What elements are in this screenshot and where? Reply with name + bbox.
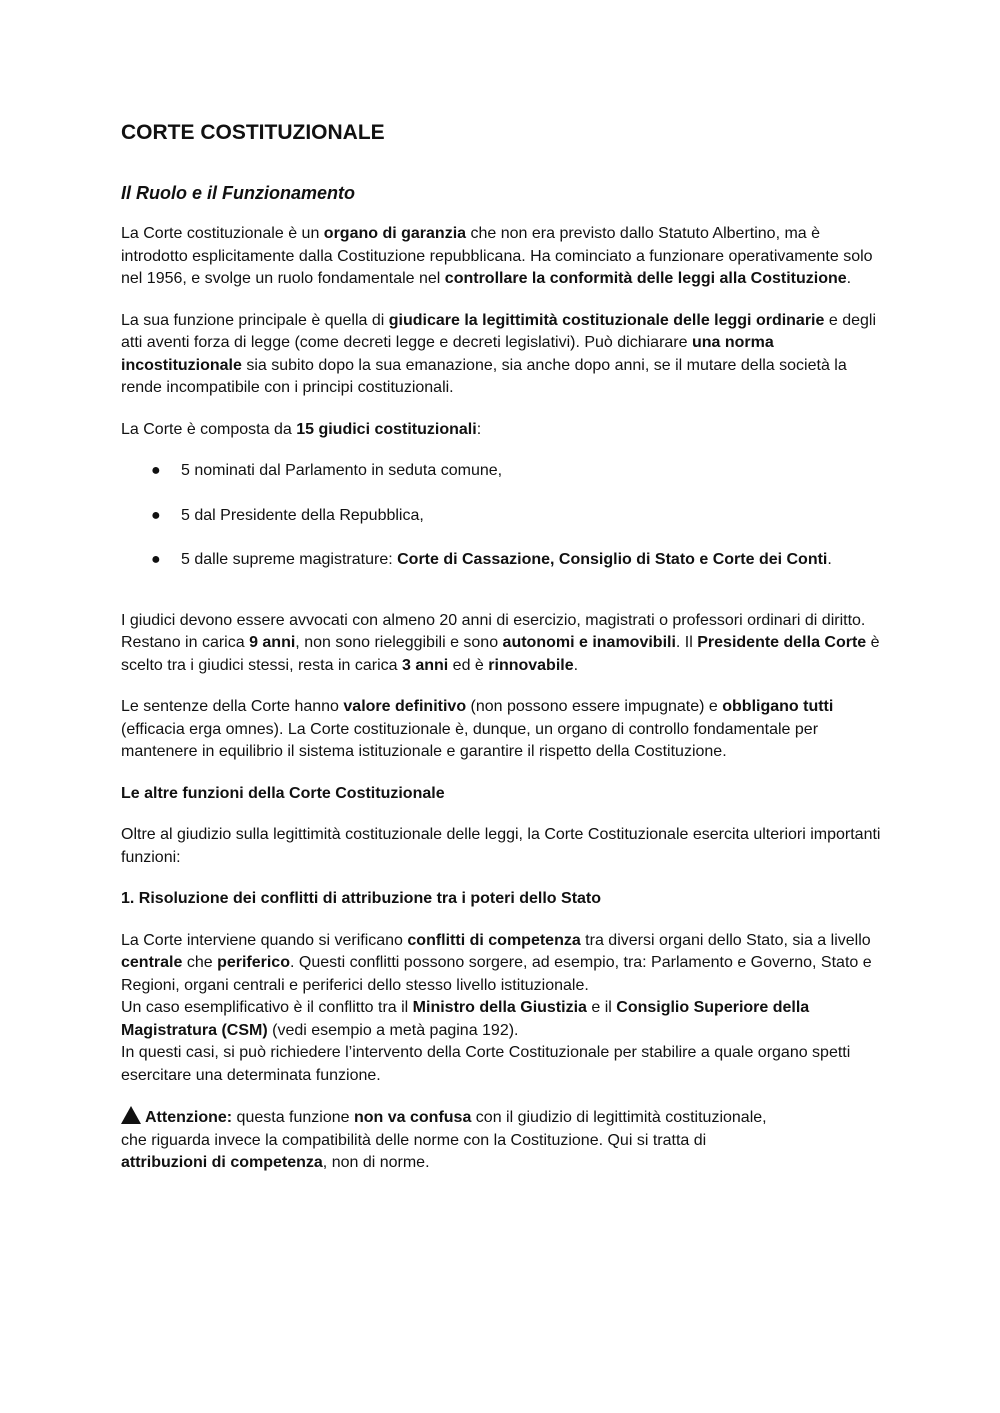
heading-other-functions: Le altre funzioni della Corte Costituzionale (121, 784, 445, 802)
bullet-icon: ● (151, 462, 161, 479)
paragraph-sentences: Le sentenze della Corte hanno valore definitivo (non possono essere impugnate) e obbligano tutti (efficacia erga omnes). La Corte costituzionale è, dunque, un organo di controllo fondamentale per mantenere in equilibrio il sistema istituzionale e garantire il rispetto della Costituzione. (121, 698, 834, 760)
paragraph-composition: La Corte è composta da 15 giudici costituzionali: (121, 420, 482, 438)
judges-list (121, 460, 881, 572)
warning-icon (121, 1106, 141, 1124)
paragraph-conflicts: La Corte interviene quando si verificano conflitti di competenza tra diversi organi dello Stato, sia a livello centrale che periferico. Questi conflitti possono sorgere, ad esempio, tra: Parlamento e Governo, Stato e Regioni, organi centrali e periferici dello stesso livello istituzionale. Un caso esemplificativo è il conflitto tra il Ministro della Giustizia e il Consiglio Superiore della Magistratura (CSM) (vedi esempio a metà pagina 192). In questi casi, si può richiedere l’intervento della Corte Costituzionale per stabilire a quale organo spetti esercitare una determinata funzione. (121, 931, 872, 1084)
section-subtitle: Il Ruolo e il Funzionamento (121, 183, 355, 203)
list-item: ● 5 nominati dal Parlamento in seduta comune, (121, 460, 881, 483)
paragraph-function: La sua funzione principale è quella di giudicare la legittimità costituzionale delle leggi ordinarie e degli atti aventi forza di legge (come decreti legge e decreti legislativi). Può dichiarare una norma incostituzionale sia subito dopo la sua emanazione, sia anche dopo anni, se il mutare della società la rende incompatibile con i principi costituzionali. (121, 311, 876, 396)
page-title: CORTE COSTITUZIONALE (121, 121, 385, 144)
heading-conflicts: 1. Risoluzione dei conflitti di attribuzione tra i poteri dello Stato (121, 890, 602, 907)
paragraph-intro: La Corte costituzionale è un organo di garanzia che non era previsto dallo Statuto Albertino, ma è introdotto esplicitamente dalla Costituzione repubblicana. Ha cominciato a funzionare operativamente solo nel 1956, e svolge un ruolo fondamentale nel controllare la conformità delle leggi alla Costituzione. (121, 225, 873, 287)
paragraph-other-functions: Oltre al giudizio sulla legittimità costituzionale delle leggi, la Corte Costituzionale esercita ulteriori importanti funzioni: (121, 826, 881, 866)
document-page (121, 118, 881, 1194)
list-item: ● 5 dalle supreme magistrature: Corte di Cassazione, Consiglio di Stato e Corte dei Conti. (121, 549, 881, 572)
list-item: ● 5 dal Presidente della Repubblica, (121, 505, 881, 528)
paragraph-judges: I giudici devono essere avvocati con almeno 20 anni di esercizio, magistrati o professori ordinari di diritto. Restano in carica 9 anni, non sono rieleggibili e sono autonomi e inamovibili. Il Presidente della Corte è scelto tra i giudici stessi, resta in carica 3 anni ed è rinnovabile. (121, 611, 880, 674)
bullet-icon: ● (151, 551, 161, 568)
bullet-icon: ● (151, 506, 161, 524)
warning-note: Attenzione: questa funzione non va confusa con il giudizio di legittimità costituzionale, che riguarda invece la compatibilità delle norme con la Costituzione. Qui si tratta di attribuzioni di competenza, non di norme. (121, 1106, 881, 1175)
